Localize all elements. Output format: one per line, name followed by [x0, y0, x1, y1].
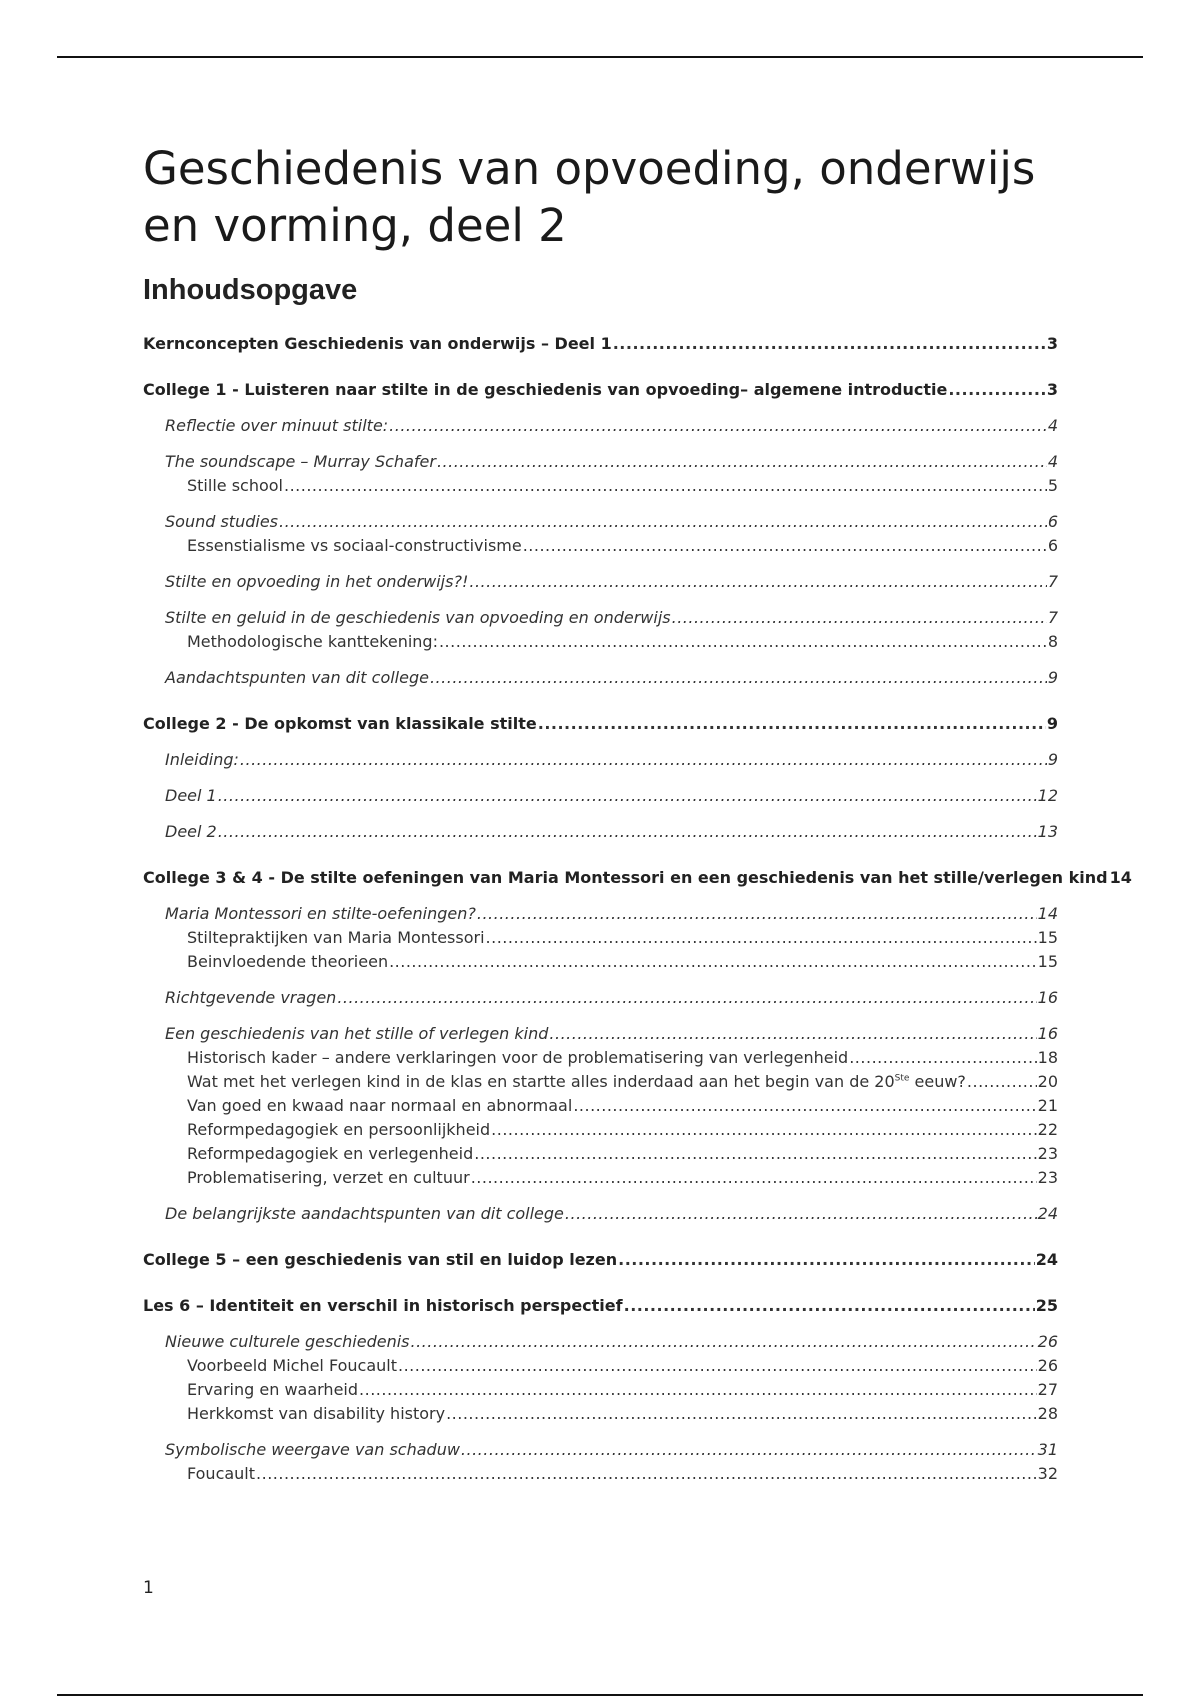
toc-entry[interactable]	[143, 867, 1132, 889]
toc-entry[interactable]	[143, 1463, 1058, 1485]
toc-leader-dots	[359, 1379, 1037, 1401]
toc-entry[interactable]	[143, 821, 1058, 843]
toc-entry[interactable]	[143, 927, 1058, 949]
toc-leader-dots	[398, 1355, 1037, 1377]
toc-leader-dots	[218, 785, 1037, 807]
toc-entry-page: 22	[1037, 1120, 1058, 1139]
toc-entry-title: Aandachtspunten van dit college	[165, 668, 429, 687]
toc-leader-dots	[486, 927, 1037, 949]
toc-entry[interactable]	[143, 1379, 1058, 1401]
toc-entry-page: 12	[1037, 786, 1058, 805]
toc-leader-dots	[549, 1023, 1036, 1045]
toc-entry-title: Wat met het verlegen kind in de klas en startte alles inderdaad aan het begin van de 20Ste eeuw?	[187, 1072, 966, 1091]
toc-entry[interactable]	[143, 631, 1058, 653]
toc-leader-dots	[337, 987, 1036, 1009]
toc-entry-page: 6	[1047, 512, 1058, 531]
toc-entry-page: 26	[1037, 1356, 1058, 1375]
document-page	[143, 140, 1132, 1485]
toc-entry[interactable]	[143, 749, 1058, 771]
toc-entry[interactable]	[143, 535, 1058, 557]
toc-entry-page: 15	[1037, 952, 1058, 971]
toc-entry-title: Inleiding:	[165, 750, 239, 769]
toc-entry-page: 23	[1037, 1144, 1058, 1163]
toc-entry-page: 4	[1047, 416, 1058, 435]
toc-entry-page: 4	[1047, 452, 1058, 471]
toc-entry-title: College 5 – een geschiedenis van stil en luidop lezen	[143, 1250, 618, 1269]
toc-entry-page: 28	[1037, 1404, 1058, 1423]
footer-rule	[57, 1694, 1143, 1696]
toc-entry-title: Problematisering, verzet en cultuur	[187, 1168, 470, 1187]
toc-entry-page: 7	[1047, 572, 1058, 591]
toc-entry-title: The soundscape – Murray Schafer	[165, 452, 436, 471]
toc-leader-dots	[523, 535, 1047, 557]
toc-leader-dots	[948, 379, 1046, 401]
toc-entry[interactable]	[143, 415, 1058, 437]
toc-entry-title: Richtgevende vragen	[165, 988, 337, 1007]
toc-entry[interactable]	[143, 1203, 1058, 1225]
toc-entry-title: Maria Montessori en stilte-oefeningen?	[165, 904, 476, 923]
toc-leader-dots	[471, 1167, 1037, 1189]
toc-entry-title: Foucault	[187, 1464, 256, 1483]
toc-entry-title: Reformpedagogiek en verlegenheid	[187, 1144, 474, 1163]
toc-entry-page: 24	[1035, 1250, 1058, 1269]
toc-entry-page: 18	[1037, 1048, 1058, 1067]
toc-entry-title: Methodologische kanttekening:	[187, 632, 438, 651]
toc-entry[interactable]	[143, 451, 1058, 473]
toc-entry[interactable]	[143, 1095, 1058, 1117]
toc-entry-page: 26	[1037, 1332, 1058, 1351]
toc-leader-dots	[240, 749, 1047, 771]
header-rule	[57, 56, 1143, 58]
toc-entry[interactable]	[143, 1143, 1058, 1165]
toc-entry[interactable]	[143, 1047, 1058, 1069]
toc-entry-page: 20	[1037, 1072, 1058, 1091]
toc-entry[interactable]	[143, 951, 1058, 973]
toc-entry-title: Stilte en geluid in de geschiedenis van opvoeding en onderwijs	[165, 608, 671, 627]
toc-entry-title: Van goed en kwaad naar normaal en abnormaal	[187, 1096, 573, 1115]
toc-entry[interactable]	[143, 987, 1058, 1009]
toc-leader-dots	[279, 511, 1047, 533]
toc-entry[interactable]	[143, 1071, 1058, 1093]
toc-leader-dots	[430, 667, 1047, 689]
toc-entry-title: Deel 2	[165, 822, 217, 841]
toc-leader-dots	[218, 821, 1037, 843]
toc-entry-page: 3	[1046, 380, 1058, 399]
document-title: Geschiedenis van opvoeding, onderwijs en vorming, deel 2	[143, 142, 1036, 252]
toc-entry[interactable]	[143, 785, 1058, 807]
toc-entry[interactable]	[143, 607, 1058, 629]
toc-entry-page: 14	[1037, 904, 1058, 923]
toc-entry-page: 15	[1037, 928, 1058, 947]
toc-leader-dots	[439, 631, 1047, 653]
toc-leader-dots	[967, 1071, 1037, 1093]
toc-entry[interactable]	[143, 1295, 1058, 1317]
toc-entry-page: 31	[1037, 1440, 1058, 1459]
toc-entry-page: 21	[1037, 1096, 1058, 1115]
toc-entry-title: Een geschiedenis van het stille of verlegen kind	[165, 1024, 549, 1043]
toc-entry[interactable]	[143, 667, 1058, 689]
toc-heading: Inhoudsopgave	[143, 274, 358, 306]
toc-entry-page: 23	[1037, 1168, 1058, 1187]
toc-leader-dots	[849, 1047, 1036, 1069]
toc-entry-title: College 3 & 4 - De stilte oefeningen van Maria Montessori en een geschiedenis van het stille/verlegen kind	[143, 868, 1108, 887]
toc-entry-title: Reflectie over minuut stilte:	[165, 416, 389, 435]
toc-leader-dots	[389, 951, 1037, 973]
table-of-contents	[143, 333, 1132, 1485]
toc-entry-page: 6	[1047, 536, 1058, 555]
toc-leader-dots	[437, 451, 1047, 473]
toc-entry[interactable]	[143, 1355, 1058, 1377]
toc-entry-page: 27	[1037, 1380, 1058, 1399]
toc-entry[interactable]	[143, 1331, 1058, 1353]
toc-leader-dots	[538, 713, 1046, 735]
toc-entry[interactable]	[143, 571, 1058, 593]
toc-entry[interactable]	[143, 1403, 1058, 1425]
toc-entry[interactable]	[143, 475, 1058, 497]
toc-entry[interactable]	[143, 1249, 1058, 1271]
toc-entry-page: 16	[1037, 988, 1058, 1007]
toc-entry[interactable]	[143, 713, 1058, 735]
toc-entry-title: Symbolische weergave van schaduw	[165, 1440, 460, 1459]
toc-leader-dots	[573, 1095, 1036, 1117]
toc-leader-dots	[461, 1439, 1037, 1461]
toc-entry-title: Kernconcepten Geschiedenis van onderwijs – Deel 1	[143, 334, 612, 353]
page-number: 1	[143, 1578, 154, 1598]
toc-entry-page: 9	[1047, 668, 1058, 687]
toc-entry[interactable]	[143, 1119, 1058, 1141]
toc-entry-title: De belangrijkste aandachtspunten van dit college	[165, 1204, 564, 1223]
toc-leader-dots	[613, 333, 1046, 355]
toc-entry-page: 24	[1037, 1204, 1058, 1223]
toc-entry-title: College 2 - De opkomst van klassikale stilte	[143, 714, 537, 733]
toc-entry-title: Deel 1	[165, 786, 217, 805]
toc-leader-dots	[624, 1295, 1035, 1317]
toc-entry[interactable]	[143, 1023, 1058, 1045]
toc-leader-dots	[474, 1143, 1036, 1165]
toc-entry-page: 9	[1046, 714, 1058, 733]
toc-entry-title: Stiltepraktijken van Maria Montessori	[187, 928, 485, 947]
toc-entry-title: Historisch kader – andere verklaringen voor de problematisering van verlegenheid	[187, 1048, 849, 1067]
toc-entry[interactable]	[143, 379, 1058, 401]
toc-entry-page: 7	[1047, 608, 1058, 627]
toc-leader-dots	[565, 1203, 1037, 1225]
toc-entry-page: 3	[1046, 334, 1058, 353]
toc-leader-dots	[491, 1119, 1037, 1141]
toc-entry-title: Les 6 – Identiteit en verschil in historisch perspectief	[143, 1296, 623, 1315]
toc-leader-dots	[284, 475, 1047, 497]
toc-entry-page: 13	[1037, 822, 1058, 841]
toc-entry-page: 14	[1109, 868, 1132, 887]
toc-entry-page: 32	[1037, 1464, 1058, 1483]
toc-entry-title: Stilte en opvoeding in het onderwijs?!	[165, 572, 469, 591]
toc-entry-title: Reformpedagogiek en persoonlijkheid	[187, 1120, 491, 1139]
toc-entry-page: 16	[1037, 1024, 1058, 1043]
toc-entry-page: 8	[1047, 632, 1058, 651]
toc-leader-dots	[469, 571, 1046, 593]
toc-leader-dots	[389, 415, 1047, 437]
toc-entry-page: 9	[1047, 750, 1058, 769]
toc-leader-dots	[411, 1331, 1037, 1353]
toc-entry-title: Beinvloedende theorieen	[187, 952, 389, 971]
toc-leader-dots	[446, 1403, 1037, 1425]
toc-entry-title: Sound studies	[165, 512, 278, 531]
toc-leader-dots	[672, 607, 1047, 629]
toc-entry[interactable]	[143, 511, 1058, 533]
toc-entry-title: Stille school	[187, 476, 283, 495]
toc-entry-page: 25	[1035, 1296, 1058, 1315]
toc-entry-page: 5	[1047, 476, 1058, 495]
toc-entry-title: Nieuwe culturele geschiedenis	[165, 1332, 410, 1351]
toc-entry[interactable]	[143, 333, 1058, 355]
toc-entry-title: Ervaring en waarheid	[187, 1380, 359, 1399]
toc-leader-dots	[618, 1249, 1035, 1271]
toc-entry[interactable]	[143, 1439, 1058, 1461]
toc-entry[interactable]	[143, 1167, 1058, 1189]
toc-entry[interactable]	[143, 903, 1058, 925]
toc-entry-title: Voorbeeld Michel Foucault	[187, 1356, 397, 1375]
toc-leader-dots	[477, 903, 1037, 925]
toc-leader-dots	[256, 1463, 1037, 1485]
toc-entry-title: Herkkomst van disability history	[187, 1404, 446, 1423]
toc-entry-title: Essenstialisme vs sociaal-constructivisme	[187, 536, 522, 555]
toc-entry-title: College 1 - Luisteren naar stilte in de geschiedenis van opvoeding– algemene introductie	[143, 380, 948, 399]
